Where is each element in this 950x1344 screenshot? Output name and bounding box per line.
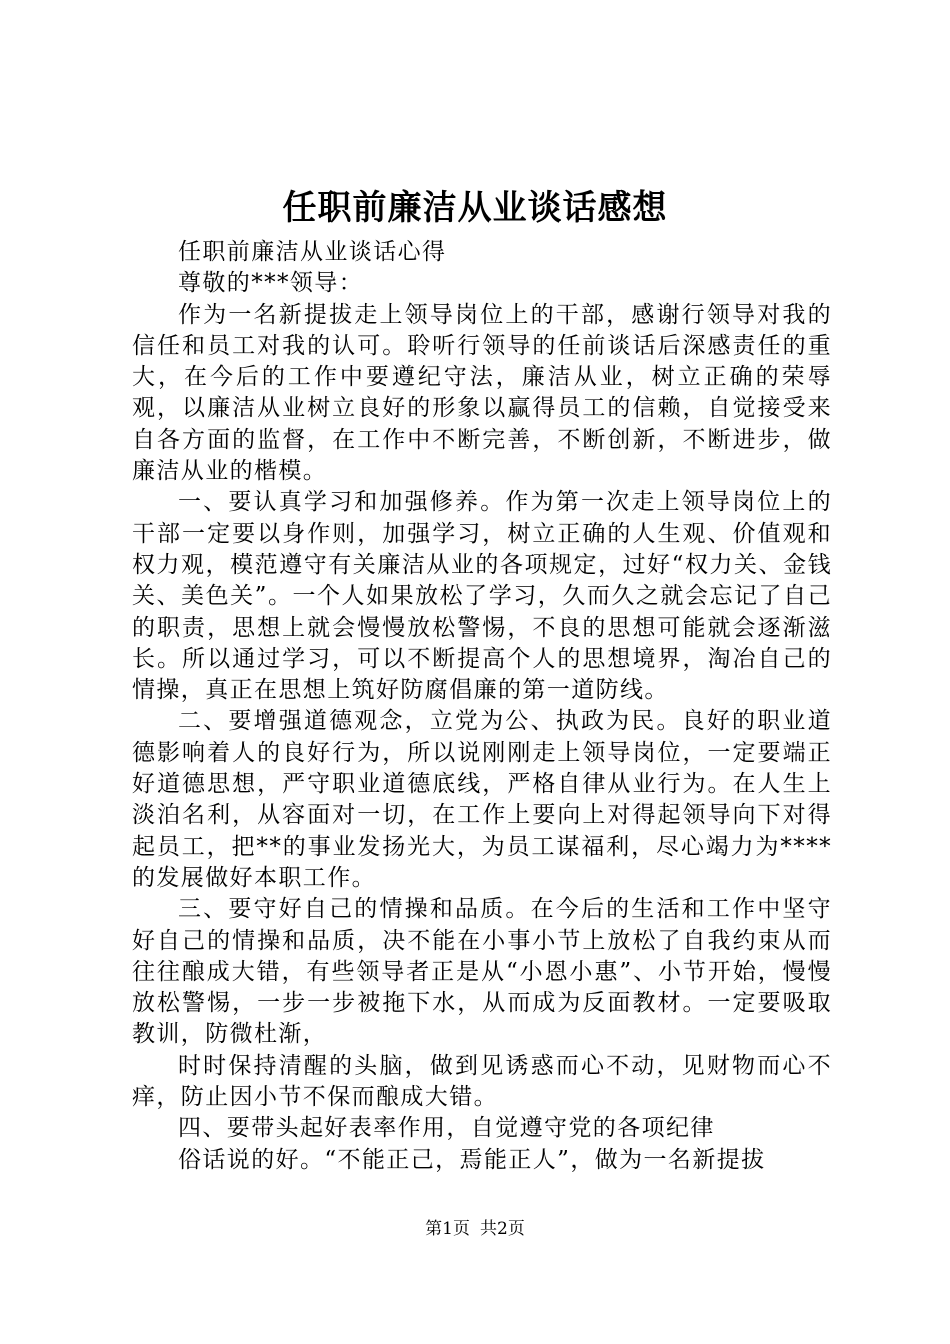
salutation-paragraph: 尊敬的***领导：	[178, 270, 364, 297]
body-paragraph: 时时保持清醒的头脑，做到见诱惑而心不动，见财物而心不痒，防止因小节不保而酿成大错。	[132, 1052, 832, 1111]
body-paragraph: 作为一名新提拔走上领导岗位上的干部，感谢行领导对我的信任和员工对我的认可。聆听行领导的任前谈话后深感责任的重大，在今后的工作中要遵纪守法，廉洁从业，树立正确的荣辱观，以廉洁从业树立良好的形象以赢得员工的信赖，自觉接受来自各方面的监督，在工作中不断完善，不断创新，不断进步，做廉洁从业的楷模。	[132, 301, 832, 485]
section-heading-paragraph: 四、要带头起好表率作用，自觉遵守党的各项纪律	[178, 1115, 715, 1142]
page-number: 第1页	[425, 1219, 470, 1239]
body-paragraph: 三、要守好自己的情操和品质。在今后的生活和工作中坚守好自己的情操和品质，决不能在小事小节上放松了自我约束从而往往酿成大错，有些领导者正是从“小恩小惠”、小节开始，慢慢放松警惕，一步一步被拖下水，从而成为反面教材。一定要吸取教训，防微杜渐，	[132, 896, 832, 1048]
body-paragraph: 一、要认真学习和加强修养。作为第一次走上领导岗位上的干部一定要以身作则，加强学习，树立正确的人生观、价值观和权力观，模范遵守有关廉洁从业的各项规定，过好“权力关、金钱关、美色关”。一个人如果放松了学习，久而久之就会忘记了自己的职责，思想上就会慢慢放松警惕，不良的思想可能就会逐渐滋长。所以通过学习，可以不断提高个人的思想境界，淘冶自己的情操，真正在思想上筑好防腐倡廉的第一道防线。	[132, 489, 832, 704]
subtitle-paragraph: 任职前廉洁从业谈话心得	[178, 239, 447, 265]
document-title: 任职前廉洁从业谈话感想	[282, 188, 668, 228]
page-total: 共2页	[480, 1219, 525, 1239]
body-paragraph: 二、要增强道德观念，立党为公、执政为民。良好的职业道德影响着人的良好行为，所以说刚刚走上领导岗位，一定要端正好道德思想，严守职业道德底线，严格自律从业行为。在人生上淡泊名利，从容面对一切，在工作上要向上对得起领导向下对得起员工，把**的事业发扬光大，为员工谋福利，尽心竭力为****的发展做好本职工作。	[132, 708, 832, 891]
document-body	[132, 237, 832, 1176]
page-footer	[0, 1217, 950, 1241]
body-paragraph: 俗话说的好。“不能正己，焉能正人”，做为一名新提拔	[178, 1146, 766, 1173]
